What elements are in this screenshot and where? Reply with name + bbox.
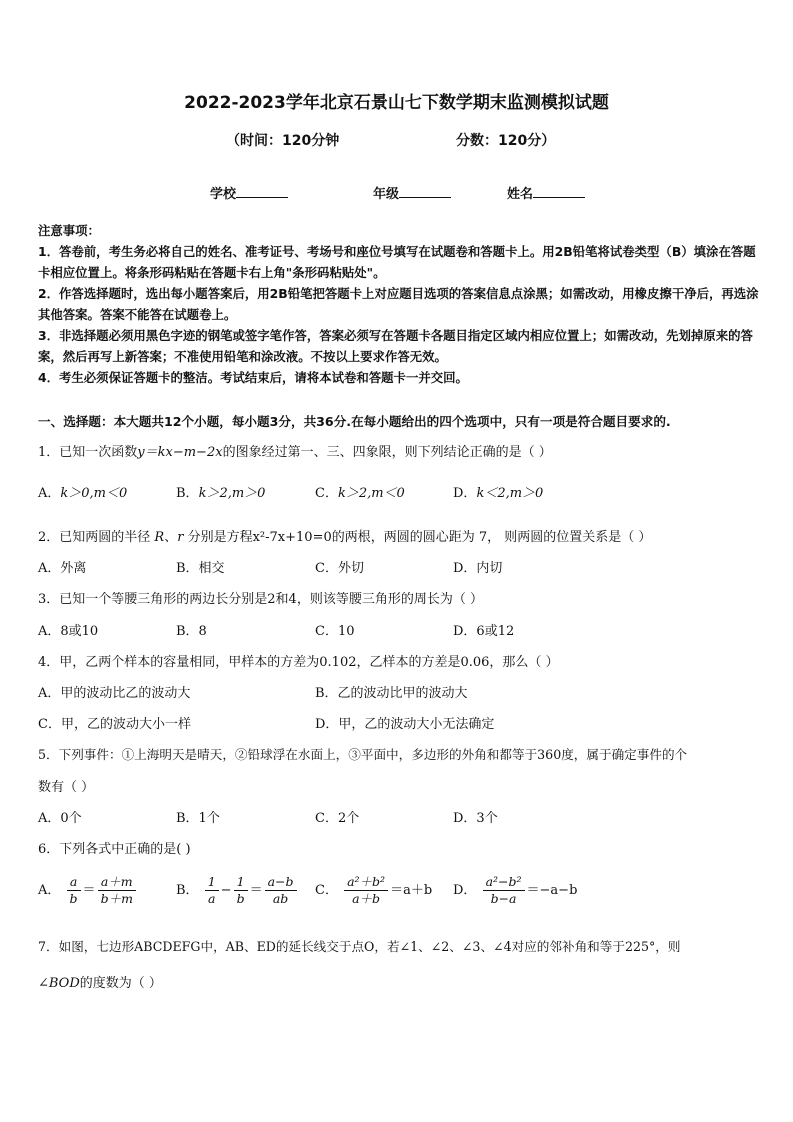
- q3-option-c[interactable]: C．10: [315, 624, 355, 639]
- question-6: 6．下列各式中正确的是( ): [38, 842, 191, 857]
- question-5-line-1: 5．下列事件：①上海明天是晴天，②铅球浮在水面上，③平面中，多边形的外角和都等于360度，属于确定事件的个: [38, 747, 688, 762]
- exam-score: 分数：120分）: [456, 133, 556, 149]
- q6-option-c[interactable]: C． $\frac{\text{a²＋b²}}{a+b}$ ＝a＋b: [315, 874, 433, 906]
- note-item: 3．非选择题必须用黑色字迹的钢笔或签字笔作答，答案必须写在答题卡各题目指定区域内相应位置上；如需改动，先划掉原来的答案，然后再写上新答案；不准使用铅笔和涂改液。不按以上要求作答无效。: [38, 328, 753, 364]
- grade-field: 年级: [373, 183, 451, 202]
- q4-option-c[interactable]: C．甲，乙的波动大小一样: [38, 717, 191, 732]
- name-field: 姓名: [507, 183, 585, 202]
- question-2: 2．已知两圆的半径 R、r 分别是方程x²-7x+10=0的两根，两圆的圆心距为 7， 则两圆的位置关系是（ ）: [38, 530, 652, 545]
- q6-option-b[interactable]: B． $\frac{1}{a}$ − $\frac{1}{b}$ ＝ $\frac{a-b}{ab}$: [176, 874, 299, 907]
- q5-option-b[interactable]: B．1个: [176, 811, 220, 826]
- fraction: $\frac{a+m}{b+m}$: [98, 874, 136, 907]
- note-item: 1．答卷前，考生务必将自己的姓名、准考证号、考场号和座位号填写在试题卷和答题卡上。用2B铅笔将试卷类型（B）填涂在答题卡相应位置上。将条形码粘贴在答题卡右上角"条形码粘贴处"。: [38, 244, 756, 280]
- q6-option-a[interactable]: A． $\frac{a}{b}$ ＝ $\frac{a+m}{b+m}$: [38, 874, 138, 907]
- note-item: 2．作答选择题时，选出每小题答案后，用2B铅笔把答题卡上对应题目选项的答案信息点涂黑；如需改动，用橡皮擦干净后，再选涂其他答案。答案不能答在试题卷上。: [38, 286, 759, 322]
- section-heading: 一、选择题：本大题共12个小题，每小题3分，共36分.在每小题给出的四个选项中，只有一项是符合题目要求的.: [38, 414, 671, 429]
- q2-option-c[interactable]: C．外切: [315, 561, 364, 576]
- q3-option-d[interactable]: D．6或12: [453, 624, 515, 639]
- q6-option-d[interactable]: D． $\frac{\text{a²−b²}}{b-a}$ ＝−a−b: [453, 874, 578, 906]
- q5-option-d[interactable]: D．3个: [453, 811, 498, 826]
- fraction: $\frac{1}{a}$: [205, 874, 219, 907]
- fraction: $\frac{\text{a²−b²}}{b-a}$: [483, 874, 525, 907]
- q3-option-a[interactable]: A．8或10: [38, 624, 99, 639]
- page-title: 2022-2023学年北京石景山七下数学期末监测模拟试题: [184, 93, 609, 113]
- fraction: $\frac{a}{b}$: [67, 874, 81, 907]
- exam-time: （时间：120分钟: [226, 133, 340, 149]
- q5-option-c[interactable]: C．2个: [315, 811, 360, 826]
- q4-option-d[interactable]: D．甲，乙的波动大小无法确定: [315, 717, 495, 732]
- fraction: $\frac{1}{b}$: [234, 874, 248, 907]
- notes-heading: 注意事项：: [38, 223, 100, 238]
- fraction: $\frac{\text{a²＋b²}}{a+b}$: [344, 874, 388, 907]
- question-4: 4．甲，乙两个样本的容量相同，甲样本的方差为0.102，乙样本的方差是0.06，那么（ ）: [38, 655, 559, 670]
- school-field: 学校: [210, 183, 288, 202]
- q5-option-a[interactable]: A．0个: [38, 811, 82, 826]
- q2-option-d[interactable]: D．内切: [453, 561, 503, 576]
- q4-option-b[interactable]: B．乙的波动比甲的波动大: [315, 686, 468, 701]
- q1-option-d[interactable]: D．k＜2,m＞0: [453, 486, 544, 501]
- notes-block: [38, 220, 760, 388]
- question-1: 1．已知一次函数y＝kx−m−2x的图象经过第一、三、四象限，则下列结论正确的是（ ）: [38, 445, 552, 460]
- question-5-line-2: 数有（ ）: [38, 780, 95, 795]
- q1-option-a[interactable]: A．k＞0,m＜0: [38, 486, 128, 501]
- q1-option-c[interactable]: C．k＞2,m＜0: [315, 486, 405, 501]
- question-7-line-2: ∠BOD的度数为（ ）: [38, 976, 162, 991]
- note-item: 4．考生必须保证答题卡的整洁。考试结束后，请将本试卷和答题卡一并交回。: [38, 370, 468, 385]
- q1-option-b[interactable]: B．k＞2,m＞0: [176, 486, 266, 501]
- question-7-line-1: 7．如图，七边形ABCDEFG中，AB、ED的延长线交于点O，若∠1、∠2、∠3、∠4对应的邻补角和等于225°，则: [38, 939, 681, 954]
- fraction: $\frac{a-b}{ab}$: [265, 874, 297, 907]
- q2-option-b[interactable]: B．相交: [176, 561, 225, 576]
- q2-option-a[interactable]: A．外离: [38, 561, 87, 576]
- question-3: 3．已知一个等腰三角形的两边长分别是2和4，则该等腰三角形的周长为（ ）: [38, 592, 483, 607]
- q3-option-b[interactable]: B．8: [176, 624, 207, 639]
- q4-option-a[interactable]: A．甲的波动比乙的波动大: [38, 686, 191, 701]
